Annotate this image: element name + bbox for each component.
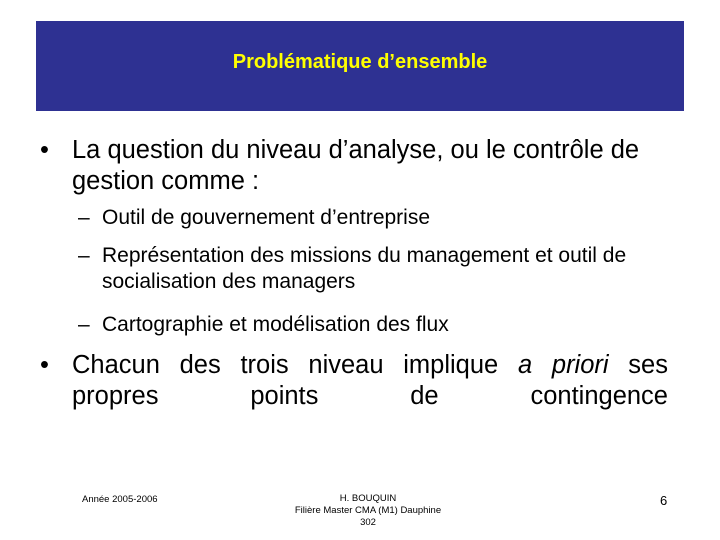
sub-item-marker: – (78, 244, 90, 267)
sub-item (78, 312, 676, 338)
sub-item-text: Représentation des missions du management et outil de socialisation des managers (102, 244, 627, 293)
title-bar (36, 21, 684, 111)
sub-item-marker: – (78, 206, 90, 229)
footer-date: Année 2005-2006 (82, 494, 158, 505)
bullet-text-part: ses propres points de contingence (72, 351, 668, 410)
sub-item (78, 243, 676, 295)
footer-author-name: H. BOUQUIN (339, 493, 397, 504)
bullet-marker: • (40, 136, 49, 164)
bullet-item (40, 135, 668, 197)
bullet-text: La question du niveau d’analyse, ou le contrôle de gestion comme : (72, 136, 640, 195)
sub-item-text: Outil de gouvernement d’entreprise (102, 206, 431, 229)
sub-item-text: Cartographie et modélisation des flux (102, 313, 449, 336)
bullet-text-part: Chacun des trois niveau implique (72, 351, 518, 379)
bullet-item (40, 350, 668, 412)
footer-program: Filière Master CMA (M1) Dauphine (294, 505, 442, 516)
page-number: 6 (660, 493, 668, 508)
sub-item-marker: – (78, 313, 90, 336)
bullet-text (72, 350, 668, 412)
slide-title: Problématique d’ensemble (232, 50, 488, 73)
footer-author (268, 493, 468, 529)
bullet-text-italic: a priori (517, 351, 609, 379)
sub-item (78, 205, 676, 231)
footer-code: 302 (360, 517, 376, 528)
bullet-marker: • (40, 351, 49, 379)
